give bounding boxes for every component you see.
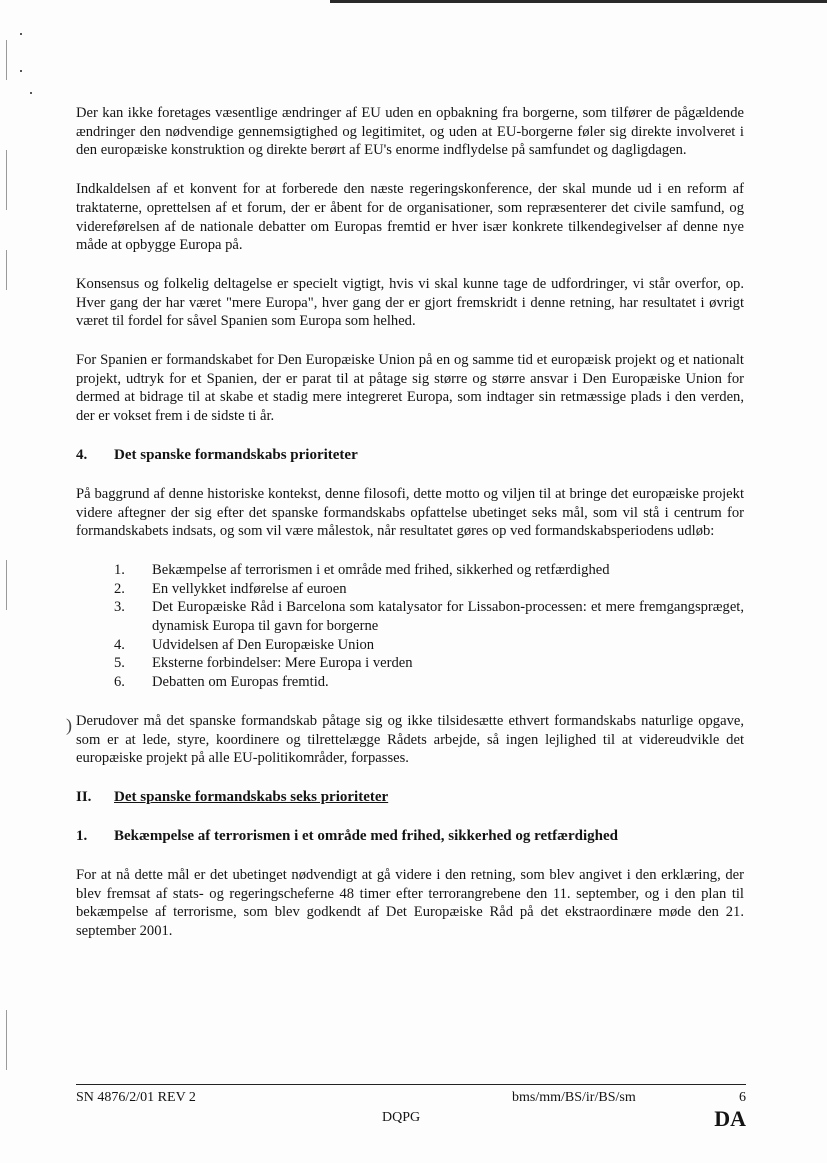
- paragraph: For Spanien er formandskabet for Den Europæiske Union på en og samme tid et europæisk projekt og et nationalt projekt, udtryk for et Spanien, der er parat til at påtage sig større og større ansvar i Den Europæiske Union for dermed at bidrage til at skabe et stadig mere integreret Europa, som indtager sin retmæssige plads i den verden, der er vokset frem i de sidste ti år.: [76, 352, 744, 425]
- paragraph: Derudover må det spanske formandskab påtage sig og ikke tilsidesætte ethvert formandskabs naturlige opgave, som er at lede, styre, koordinere og tilrettelægge Rådets arbejde, så ingen lejlighed til at videreudvikle det europæiske projekt på alle EU-politikområder, forpasses.: [76, 712, 744, 767]
- page-footer: [76, 1084, 746, 1131]
- list-item: 2. En vellykket indførelse af euroen: [114, 580, 347, 597]
- paragraph: Der kan ikke foretages væsentlige ændringer af EU uden en opbakning fra borgerne, som tilfører de pågældende ændringer den nødvendige gennemsigtighed og legitimitet, og uden at EU-borgerne føler sig direkte involveret i den europæiske konstruktion og direkte berørt af EU's enorme indflydelse på samfundet og dagligdagen.: [76, 105, 744, 159]
- list-item: 5. Eksterne forbindelser: Mere Europa i verden: [114, 655, 413, 672]
- part-title: Det spanske formandskabs seks prioriteter: [114, 788, 389, 805]
- subsection-number: 1.: [76, 827, 88, 844]
- paragraph: Konsensus og folkelig deltagelse er specielt vigtigt, hvis vi skal kunne tage de udfordringer, vi står overfor, op. Hver gang der har været "mere Europa", hver gang der er gjort fremskridt i denne retning, har resultatet i øvrigt været til fordel for såvel Spanien som Europa som helhed.: [76, 275, 744, 330]
- section-heading: [76, 446, 744, 465]
- priority-list: [76, 561, 744, 692]
- subsection-heading: [76, 827, 744, 846]
- list-item: 3. Det Europæiske Råd i Barcelona som katalysator for Lissabon-processen: et mere fremgangspræget, dynamisk Europa til gavn for borgerne: [114, 599, 744, 635]
- part-number: II.: [76, 788, 92, 805]
- paragraph: For at nå dette mål er det ubetinget nødvendigt at gå videre i den retning, som blev angivet i den erklæring, der blev fremsat af stats- og regeringscheferne 48 timer efter terrorangrebene den 11. september, og i den plan til bekæmpelse af terrorisme, som blev godkendt af Det Europæiske Råd på det ekstraordinære møde den 21. september 2001.: [76, 866, 744, 940]
- scan-margin-mark: [6, 1010, 7, 1070]
- scan-margin-mark: [6, 250, 7, 290]
- scan-speck: [30, 92, 32, 94]
- subsection-title: Bekæmpelse af terrorismen i et område med frihed, sikkerhed og retfærdighed: [114, 827, 618, 844]
- document-body: [76, 104, 744, 961]
- scan-speck: [20, 70, 22, 72]
- margin-parenthesis: ): [66, 715, 72, 735]
- top-scan-border: [330, 0, 827, 3]
- paragraph: På baggrund af denne historiske kontekst, denne filosofi, dette motto og viljen til at bringe det europæiske projekt videre aftegner der sig efter det spanske formandskabs opfattelse ubetinget seks mål, som vil stå i centrum for formandskabets indsats, og som vil være målestok, når resultatet gøres op ved formandskabsperiodens udløb:: [76, 485, 744, 540]
- language-code: DA: [714, 1106, 746, 1131]
- list-item: 6. Debatten om Europas fremtid.: [114, 674, 329, 691]
- page-number: 6: [739, 1090, 746, 1105]
- paragraph: Indkaldelsen af et konvent for at forberede den næste regeringskonference, der skal munde ud i en reform af traktaterne, oprettelsen af et forum, der er åbent for de organisationer, som repræsenterer det civile samfund, og videreførelsen af de nationale debatter om Europas fremtid er hver især konkrete tilkendegivelser af denne nye måde at opbygge Europa på.: [76, 181, 744, 254]
- document-reference: SN 4876/2/01 REV 2: [76, 1090, 196, 1105]
- list-item: 4. Udvidelsen af Den Europæiske Union: [114, 636, 375, 653]
- department-code: DQPG: [382, 1110, 421, 1125]
- section-title: Det spanske formandskabs prioriteter: [114, 446, 358, 463]
- scan-margin-mark: [6, 150, 7, 210]
- author-code: bms/mm/BS/ir/BS/sm: [512, 1090, 636, 1105]
- scan-margin-mark: [6, 40, 7, 80]
- part-heading: [76, 788, 744, 807]
- scan-margin-mark: [6, 560, 7, 610]
- scan-speck: [20, 33, 22, 35]
- section-number: 4.: [76, 446, 88, 463]
- list-item: 1. Bekæmpelse af terrorismen i et område med frihed, sikkerhed og retfærdighed: [114, 561, 610, 578]
